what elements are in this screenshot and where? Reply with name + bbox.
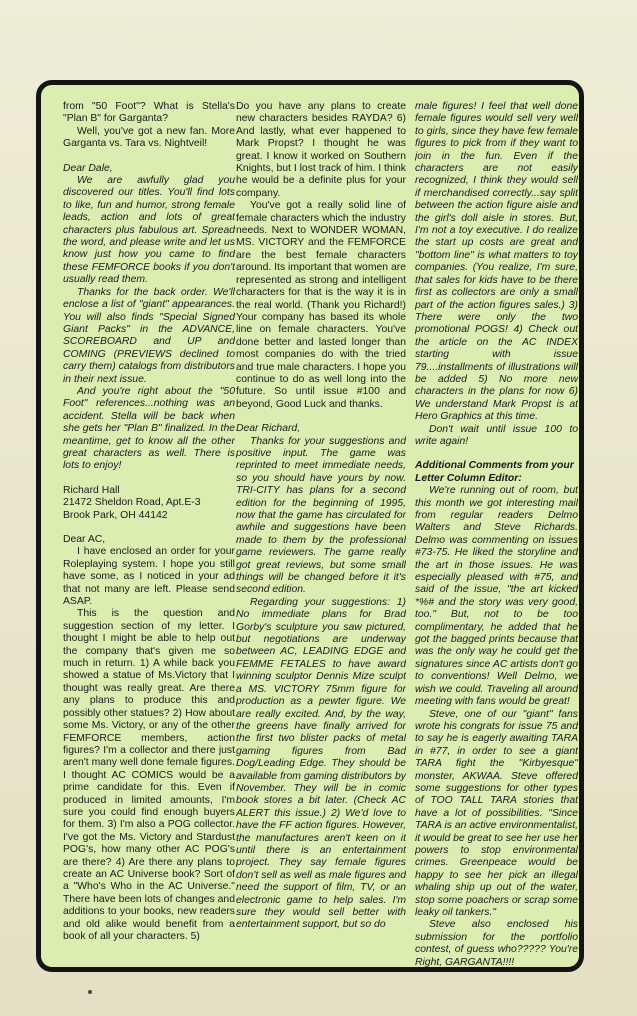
letter-paragraph: Well, you've got a new fan. More Garganta vs. Tara vs. Nightveil! xyxy=(63,125,235,150)
letter-paragraph: Do you have any plans to create new characters besides RAYDA? 6) And lastly, what ever happened to Mark Propst? I thought he was great. I know it worked on Southern Knights, but I lost track of him. I think he would be a definite plus for your company. xyxy=(236,101,406,199)
reply-paragraph: Thanks for the back order. We'll enclose a list of "giant" appearances. You will also finds "Special Signed Giant Packs" in the ADVANCE, SCOREBOARD and UP and COMING (PREVIEWS declined to carry them) catalogs from distributors in their next issue. xyxy=(63,286,235,385)
reply-paragraph: And you're right about the "50 Foot" references...nothing was an accident. Stella will be back when she gets her "Plan B" finalized. In the meantime, get to know all the other great characters as well. There is lots to enjoy! xyxy=(63,385,235,472)
editor-comments-paragraph: We're running out of room, but this month we got interesting mail from regular readers Delmo Walters and Steve Richards. Delmo was commenting on issues #73-75. He liked the storyline and the art in those issues. He was especially pleased with #75, and said of the issue, "the art kicked *%# and the story was very good, too." But, not to be too complimentary, he added that he got the bagged prints because that was the only way he could get the signatures since AC artists don't go to conventions! Well Delmo, we wish we could. Traveling all around meeting with fans would be great! xyxy=(415,485,578,708)
editor-comments-paragraph: Steve also enclosed his submission for the portfolio contest, of guess who????? You're Right, GARGANTA!!!! xyxy=(415,919,578,967)
reply-salutation: Dear Dale, xyxy=(63,162,113,174)
letter-author-city: Brook Park, OH 44142 xyxy=(63,509,168,521)
reply-paragraph: Don't wait until issue 100 to write again! xyxy=(415,423,578,447)
reply-paragraph: Regarding your suggestions: 1) No immediate plans for Brad Gorby's sculpture you saw pictured, but negotiations are underway between AC, LEADING EDGE and FEMME FETALES to have award winning sculptor Dennis Mize sculpt a MS. VICTORY 75mm figure for production as a pewter figure. We are really excited. And, by the way, the greens have finally arrived for the first two blister packs of metal gaming figures from Bad Dog/Leading Edge. They should be available from gaming distributors by November. They will be in comic book stores a bit later. (Check AC ALERT this issue.) 2) We'd love to have the FF action figures. However, the manufactures aren't keen on it until there is an entertainment project. They say female figures don't sell as well as male figures and need the support of film, TV, or an electronic game to help sales. I'm sure they would sell better with entertainment support, but so do xyxy=(236,596,406,931)
reply-paragraph: male figures! I feel that well done female figures would sell very well to girls, since they have few female figures to pick from if they want to join in the fun. Even if the characters are not easily recognized, I think they would sell if merchandised correctly...say split between the action figure aisle and the girl's doll aisle in stores. But, I'm not a toy executive. I do realize the start up costs are great and "bottom line" is what matters to toy companies. (You realize, I'm sure, that sales for kids have to be there first as collectors are only a small part of the action figures sales.) 3) There were only the two promotional POGS! 4) Check out the article on the AC INDEX starting with issue 79....installments of illustrations will be added 5) No more new characters in the plans for now 6) We understand Mark Propst is at Hero Graphics at this time. xyxy=(415,101,578,423)
reply-paragraph: Thanks for your suggestions and positive input. The game was reprinted to meet immediate needs, so you should have yours by now. TRI-CITY has plans for a second edition for the beginning of 1995, now that the game has circulated for awhile and suggestions have been made to them by the professional game reviewers. The game really got great reviews, but some small things will be changed before it it's second edition. xyxy=(236,435,406,596)
editor-comments-paragraph: Steve, one of our "giant" fans wrote his congrats for issue 75 and to say he is eagerly awaiting TARA in #77, in order to see a giant TARA fight the "Kirbyesque" monster, AKWAA. Steve offered some suggestions for other types of TOO TALL TARA stories that have a lot of possibilities. "Since TARA is an active environmentalist, it would be great to see her use her powers to stop environmental crimes. Greenpeace would be happy to see her pick an illegal whaling ship up out of the water, stop some poachers or scrap some leaky oil tankers." xyxy=(415,708,578,918)
letters-column-right xyxy=(415,101,578,967)
editor-comments-heading: Additional Comments from your Letter Column Editor: xyxy=(415,460,574,484)
letters-column-middle xyxy=(236,101,406,967)
letter-paragraph: This is the question and suggestion section of my letter. I thought I might be able to help out the company that's given me so much in return. 1) A while back you showed a statue of Ms.Victory that I thought was really great. Are there any plans to produce this and possibly other statues? 2) How about some Ms. Victory, or any of the other FEMFORCE members, action figures? I'm a collector and there just aren't many well done female figures. I thought AC COMICS would be a prime candidate for this. Even if produced in limited amounts, I'm sure you could find enough buyers for them. 3) I'm also a POG collector. I've got the Ms. Victory and Stardust POG's, how many other AC POG's are there? 4) Are there any plans to create an AC Universe book? Sort of a "Who's Who in the AC Universe." There have been lots of changes and additions to your books, new readers and old alike would benefit from a book of all your characters. 5) xyxy=(63,608,235,942)
reply-paragraph: We are awfully glad you discovered our titles. You'll find lots to like, fun and humor, strong female leads, action and lots of great characters plus fabulous art. Spread the word, and please write and let us know just how you came to find these FEMFORCE books if you don't usually read them. xyxy=(63,175,235,286)
print-speck xyxy=(88,990,92,994)
letter-paragraph: I have enclosed an order for your Roleplaying system. I hope you still have some, as I noticed in your ad that not many are left. Please send ASAP. xyxy=(63,546,235,608)
letter-author-name: Richard Hall xyxy=(63,484,120,496)
letter-paragraph: You've got a really solid line of female characters which the industry needs. Next to WONDER WOMAN, MS. VICTORY and the FEMFORCE are the best female characters around. Its important that women are represented as strong and intelligent characters for that is the way it is in the real world. (Thank you Richard!) Your company has based its whole line on female characters. You've done better and lasted longer than most companies do with the tried and true male characters. I hope you continue to do as well long into the future. So until issue #100 and beyond, Good Luck and thanks. xyxy=(236,200,406,410)
letter-author-address: 21472 Sheldon Road, Apt.E-3 xyxy=(63,497,201,509)
letter-salutation: Dear AC, xyxy=(63,534,106,545)
letter-paragraph: from "50 Foot"? What is Stella's "Plan B" for Garganta? xyxy=(63,101,235,125)
reply-salutation: Dear Richard, xyxy=(236,423,301,435)
letter-column-panel xyxy=(36,80,584,972)
letters-column-left xyxy=(63,101,235,967)
